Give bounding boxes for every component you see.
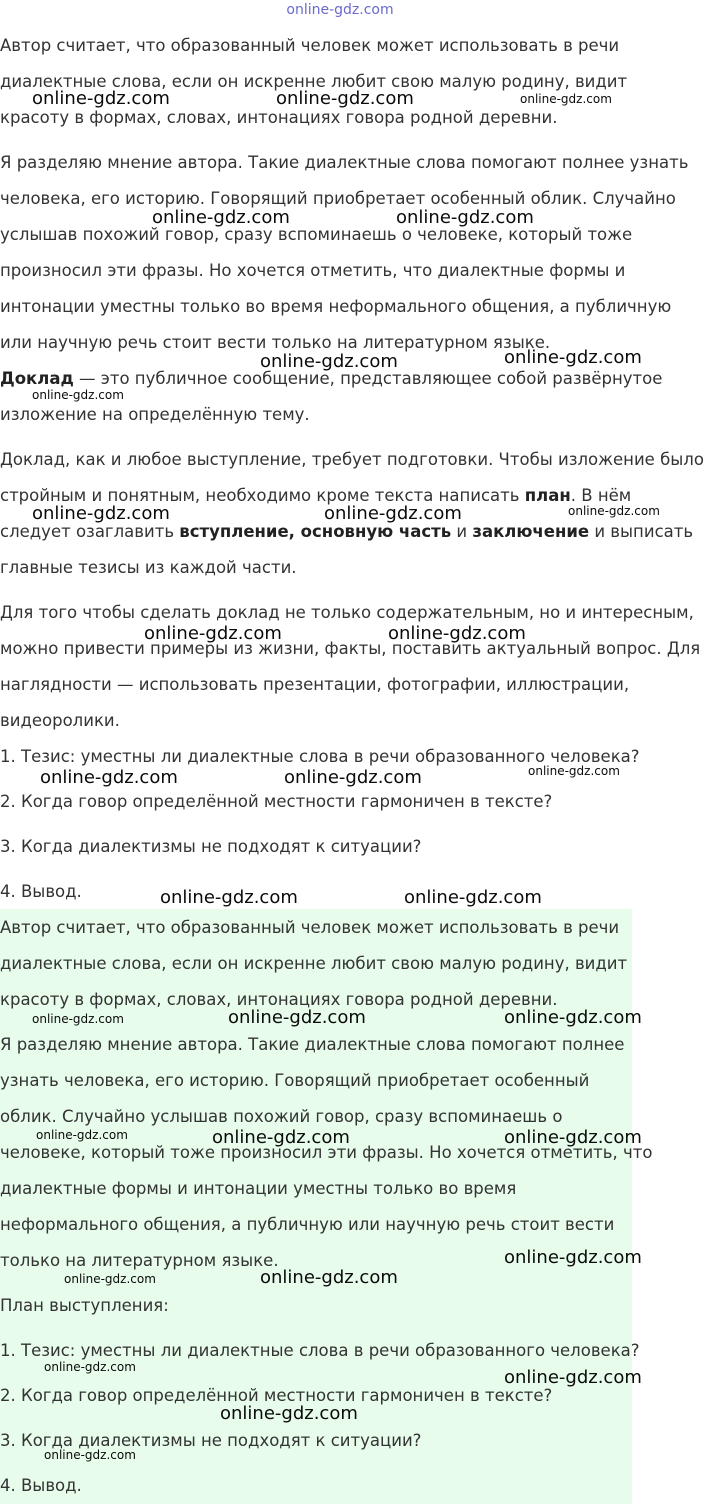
text-line: изложение на определённую тему.	[0, 405, 310, 424]
watermark: online-gdz.com	[44, 1448, 136, 1462]
text-line: красоту в формах, словах, интонациях говора родной деревни.	[0, 990, 558, 1009]
watermark: online-gdz.com	[32, 503, 170, 524]
watermark: online-gdz.com	[324, 503, 462, 524]
watermark: online-gdz.com	[40, 767, 178, 788]
text-line: Автор считает, что образованный человек может использовать в речи	[0, 918, 620, 937]
text-line: человека, его историю. Говорящий приобретает особенный облик. Случайно	[0, 189, 676, 208]
text-line: Я разделяю мнение автора. Такие диалектные слова помогают полнее узнать	[0, 153, 689, 172]
plan-item: 3. Когда диалектизмы не подходят к ситуации?	[0, 837, 422, 856]
watermark: online-gdz.com	[32, 1012, 124, 1026]
watermark: online-gdz.com	[228, 1007, 366, 1028]
definition-line: Доклад — это публичное сообщение, представляющее собой развёрнутое	[0, 369, 663, 388]
text-line: стройным и понятным, необходимо кроме текста написать план. В нём	[0, 486, 632, 505]
text-line: наглядности — использовать презентации, фотографии, иллюстрации,	[0, 675, 630, 694]
plan-item: 4. Вывод.	[0, 882, 82, 901]
text-line: интонации уместны только во время неформального общения, а публичную	[0, 297, 672, 316]
term-doklad: Доклад	[0, 369, 74, 388]
watermark: online-gdz.com	[64, 1272, 156, 1286]
plan-item: 1. Тезис: уместны ли диалектные слова в речи образованного человека?	[0, 1341, 640, 1360]
watermark: online-gdz.com	[144, 623, 282, 644]
plan-title: План выступления:	[0, 1296, 169, 1315]
text-line: только на литературном языке.	[0, 1251, 279, 1270]
plan-item: 2. Когда говор определённой местности гармоничен в тексте?	[0, 792, 553, 811]
watermark: online-gdz.com	[44, 1360, 136, 1374]
text-line: неформального общения, а публичную или научную речь стоит вести	[0, 1215, 615, 1234]
plan-item: 2. Когда говор определённой местности гармоничен в тексте?	[0, 1386, 553, 1405]
text-line: Я разделяю мнение автора. Такие диалектные слова помогают полнее	[0, 1035, 625, 1054]
watermark: online-gdz.com	[520, 92, 612, 106]
watermark: online-gdz.com	[404, 887, 542, 908]
text-line: видеоролики.	[0, 711, 120, 730]
text-line: произносил эти фразы. Но хочется отметить, что диалектные формы и	[0, 261, 626, 280]
text-line: главные тезисы из каждой части.	[0, 558, 297, 577]
watermark: online-gdz.com	[212, 1127, 350, 1148]
text-line: Доклад, как и любое выступление, требует подготовки. Чтобы изложение было	[0, 450, 704, 469]
watermark: online-gdz.com	[152, 207, 290, 228]
text-line: диалектные формы и интонации уместны только во время	[0, 1179, 517, 1198]
watermark: online-gdz.com	[160, 887, 298, 908]
text-line: облик. Случайно услышав похожий говор, сразу вспоминаешь о	[0, 1107, 563, 1126]
watermark: online-gdz.com	[36, 1128, 128, 1142]
watermark: online-gdz.com	[32, 388, 124, 402]
watermark: online-gdz.com	[276, 88, 414, 109]
watermark: online-gdz.com	[504, 1367, 642, 1388]
plan-item: 3. Когда диалектизмы не подходят к ситуации?	[0, 1431, 422, 1450]
watermark: online-gdz.com	[504, 347, 642, 368]
text-line: человеке, который тоже произносил эти фразы. Но хочется отметить, что	[0, 1143, 653, 1162]
watermark: online-gdz.com	[260, 1267, 398, 1288]
plan-item: 1. Тезис: уместны ли диалектные слова в речи образованного человека?	[0, 747, 640, 766]
watermark: online-gdz.com	[220, 1403, 358, 1424]
text-line: следует озаглавить вступление, основную часть и заключение и выписать	[0, 522, 694, 541]
text-line: услышав похожий говор, сразу вспоминаешь о человеке, который тоже	[0, 225, 633, 244]
watermark: online-gdz.com	[504, 1127, 642, 1148]
text-line: диалектные слова, если он искренне любит свою малую родину, видит	[0, 72, 628, 91]
text-line: Для того чтобы сделать доклад не только содержательным, но и интересным,	[0, 603, 694, 622]
watermark: online-gdz.com	[396, 207, 534, 228]
watermark: online-gdz.com	[528, 764, 620, 778]
text-line: или научную речь стоит вести только на литературном языке.	[0, 333, 551, 352]
watermark: online-gdz.com	[504, 1247, 642, 1268]
watermark: online-gdz.com	[504, 1007, 642, 1028]
watermark: online-gdz.com	[568, 504, 660, 518]
text-line: Автор считает, что образованный человек может использовать в речи	[0, 36, 620, 55]
text-line: красоту в формах, словах, интонациях говора родной деревни.	[0, 108, 558, 127]
text-line: можно привести примеры из жизни, факты, поставить актуальный вопрос. Для	[0, 639, 701, 658]
watermark: online-gdz.com	[260, 351, 398, 372]
text-line: диалектные слова, если он искренне любит свою малую родину, видит	[0, 954, 628, 973]
site-mark: online-gdz.com	[286, 2, 394, 18]
plan-item: 4. Вывод.	[0, 1476, 82, 1495]
text-line: узнать человека, его историю. Говорящий приобретает особенный	[0, 1071, 590, 1090]
watermark: online-gdz.com	[388, 623, 526, 644]
watermark: online-gdz.com	[32, 88, 170, 109]
watermark: online-gdz.com	[284, 767, 422, 788]
